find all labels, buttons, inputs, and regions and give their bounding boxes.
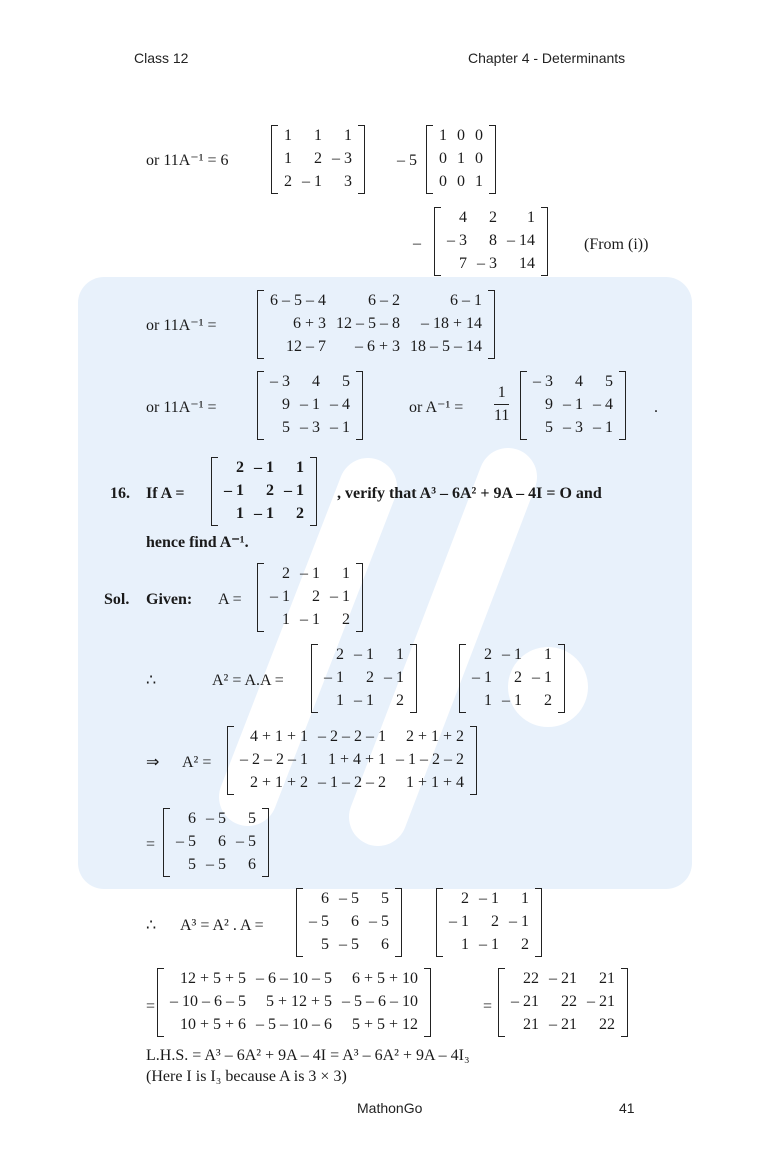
matrix-grid [165,968,423,1037]
bracket-right [535,888,542,957]
sol-matrix-a [257,563,363,632]
bracket-right [410,644,417,713]
matrix-row [171,831,261,854]
matrix-row [165,968,423,991]
matrix-cell: 1 [236,505,244,522]
matrix-cell: 4 [575,373,583,390]
matrix-cell: 7 [459,255,467,272]
matrix-cell: 2 [521,936,529,953]
matrix-cell: – 1 [324,669,344,686]
fraction-numerator: 1 [494,384,509,405]
matrix-cell: 8 [489,232,497,249]
bracket-right [424,968,431,1037]
matrix-cell: 6 – 1 [450,292,482,309]
matrix-cell: – 1 [300,396,320,413]
step2-lhs: or 11A⁻¹ = [146,317,217,334]
matrix-cell: – 1 [224,482,244,499]
matrix-row [265,313,487,336]
matrix-cell: 1 [284,150,292,167]
matrix-row [235,726,469,749]
matrix-cell: 1 [475,173,483,190]
matrix-cell: – 1 [330,419,350,436]
matrix-cell: 5 [381,890,389,907]
matrix-grid [442,207,540,276]
bracket-right [356,563,363,632]
bracket-left [257,290,264,359]
matrix-cell: – 5 [339,890,359,907]
matrix-cell: – 10 – 6 – 5 [170,993,246,1010]
matrix-row [506,991,620,1014]
matrix-cell: 1 [544,646,552,663]
matrix-cell: – 2 – 2 – 1 [318,728,386,745]
step2-matrix [257,290,495,359]
a3calc-eq: = [146,998,156,1015]
bracket-right [488,290,495,359]
matrix-cell: 6 [188,810,196,827]
matrix-cell: – 4 [330,396,350,413]
note-line: (Here I is I₃ because A is 3 × 3) [146,1068,347,1085]
matrix-cell: 9 [545,396,553,413]
matrix-cell: 1 [396,646,404,663]
matrix-cell: 2 [296,505,304,522]
matrix-cell: – 1 [563,396,583,413]
matrix-cell: 21 [523,1016,539,1033]
step1-lhs: or 11A⁻¹ = 6 [146,152,229,169]
matrix-row [319,690,409,713]
matrix-cell: 5 [282,419,290,436]
q16-if-text: If A = [146,485,185,502]
matrix-cell: 1 [336,692,344,709]
matrix-cell: 2 [514,669,522,686]
sol-label: Sol. [104,591,130,608]
bracket-left [436,888,443,957]
matrix-cell: 2 [366,669,374,686]
q16-number: 16. [110,485,130,502]
matrix-cell: – 1 [300,565,320,582]
matrix-cell: 2 [266,482,274,499]
matrix-row [444,934,534,957]
matrix-row [165,1014,423,1037]
matrix-cell: – 21 [549,1016,577,1033]
matrix-cell: 2 + 1 + 2 [405,728,464,745]
matrix-row [467,644,557,667]
matrix-cell: – 5 [369,913,389,930]
step1-minus: – [413,235,421,252]
a2calc-lhs: A² = [182,754,212,771]
matrix-cell: – 1 [479,890,499,907]
matrix-cell: – 3 [533,373,553,390]
matrix-cell: 6 + 5 + 10 [351,970,418,987]
matrix-cell: 6 – 2 [368,292,400,309]
bracket-right [262,808,269,877]
matrix-cell: – 21 [511,993,539,1010]
matrix-grid [304,888,394,957]
bracket-right [489,125,496,194]
matrix-cell: 1 [461,936,469,953]
matrix-row [279,171,357,194]
matrix-row [528,371,618,394]
bracket-left [257,563,264,632]
matrix-cell: 5 [605,373,613,390]
matrix-cell: – 1 [593,419,613,436]
a2res-eq: = [146,836,156,853]
step3-lhs: or 11A⁻¹ = [146,399,217,416]
matrix-cell: – 1 [502,646,522,663]
a3-matrix-1 [296,888,402,957]
matrix-row [506,1014,620,1037]
matrix-cell: – 21 [549,970,577,987]
matrix-row [444,888,534,911]
step1-identity-matrix [426,125,496,194]
matrix-cell: – 1 [509,913,529,930]
matrix-row [265,394,355,417]
fraction-denominator: 11 [494,407,510,424]
matrix-row [265,371,355,394]
matrix-cell: 5 + 5 + 12 [351,1016,418,1033]
matrix-cell: – 5 [339,936,359,953]
matrix-grid [171,808,261,877]
matrix-row [467,690,557,713]
matrix-cell: 1 [314,127,322,144]
matrix-cell: 1 [344,127,352,144]
matrix-grid [506,968,620,1037]
matrix-grid [319,644,409,713]
q16-matrix [211,457,317,526]
class-label: Class 12 [134,50,189,66]
a3calc-matrix-1 [157,968,431,1037]
matrix-cell: 5 + 12 + 5 [265,993,332,1010]
a2res-matrix [163,808,269,877]
matrix-grid [444,888,534,957]
matrix-row [434,125,488,148]
matrix-cell: – 5 [236,833,256,850]
bracket-left [271,125,278,194]
step1-note: (From (i)) [584,236,649,253]
matrix-cell: 1 [282,611,290,628]
a3-therefore: ∴ [146,917,157,934]
matrix-cell: 5 [545,419,553,436]
matrix-cell: 2 [312,588,320,605]
matrix-cell: – 1 – 2 – 2 [396,751,464,768]
sol-given: Given: [146,591,193,608]
a3-matrix-2 [436,888,542,957]
matrix-cell: 22 [599,1016,615,1033]
matrix-cell: 2 + 1 + 2 [249,774,308,791]
a3calc-matrix-2 [498,968,628,1037]
matrix-cell: 1 + 1 + 4 [405,774,464,791]
matrix-grid [235,726,469,795]
matrix-cell: – 1 [330,588,350,605]
matrix-cell: 1 [439,127,447,144]
matrix-cell: 2 [284,173,292,190]
matrix-row [235,749,469,772]
bracket-left [157,968,164,1037]
matrix-cell: 9 [282,396,290,413]
matrix-cell: – 1 [302,173,322,190]
matrix-cell: – 3 [332,150,352,167]
footer-brand: MathonGo [357,1100,423,1116]
bracket-left [434,207,441,276]
matrix-cell: – 1 [270,588,290,605]
matrix-cell: 21 [599,970,615,987]
matrix-row [304,911,394,934]
step3-period: . [654,399,658,416]
matrix-row [219,503,309,526]
matrix-grid [265,563,355,632]
matrix-row [442,230,540,253]
step3-matrix [257,371,363,440]
matrix-cell: 0 [439,150,447,167]
bracket-right [621,968,628,1037]
step1-matrix-3 [434,207,548,276]
matrix-row [528,394,618,417]
matrix-row [219,480,309,503]
matrix-row [265,563,355,586]
matrix-row [442,253,540,276]
matrix-cell: – 2 – 2 – 1 [240,751,308,768]
matrix-row [235,772,469,795]
matrix-cell: – 6 + 3 [354,338,400,355]
matrix-cell: – 3 [270,373,290,390]
matrix-cell: 2 [544,692,552,709]
matrix-cell: 6 + 3 [292,315,326,332]
matrix-row [434,171,488,194]
a2-matrix-1 [311,644,417,713]
matrix-cell: – 1 [354,646,374,663]
matrix-cell: – 3 [447,232,467,249]
matrix-cell: 1 + 4 + 1 [327,751,386,768]
matrix-cell: – 5 [176,833,196,850]
matrix-cell: 6 [218,833,226,850]
bracket-left [520,371,527,440]
matrix-cell: 0 [439,173,447,190]
a2-lhs: A² = A.A = [212,672,284,689]
matrix-cell: – 5 [206,856,226,873]
matrix-row [528,417,618,440]
matrix-grid [528,371,618,440]
matrix-cell: 14 [519,255,535,272]
matrix-cell: – 1 [472,669,492,686]
matrix-cell: – 18 + 14 [420,315,482,332]
q16-verify-text: , verify that A³ – 6A² + 9A – 4I = O and [337,485,602,502]
matrix-cell: 2 [282,565,290,582]
matrix-cell: 12 – 5 – 8 [336,315,400,332]
matrix-cell: – 1 [254,459,274,476]
matrix-row [467,667,557,690]
bracket-right [395,888,402,957]
matrix-cell: 6 [248,856,256,873]
matrix-cell: – 1 [284,482,304,499]
matrix-cell: – 5 – 6 – 10 [342,993,418,1010]
bracket-left [498,968,505,1037]
matrix-cell: 5 [342,373,350,390]
matrix-cell: 10 + 5 + 6 [179,1016,246,1033]
matrix-cell: 0 [457,173,465,190]
matrix-cell: – 3 [563,419,583,436]
matrix-cell: 3 [344,173,352,190]
matrix-cell: 1 [457,150,465,167]
matrix-cell: 2 [342,611,350,628]
bracket-left [311,644,318,713]
matrix-cell: 0 [475,150,483,167]
matrix-cell: 22 [523,970,539,987]
matrix-cell: – 1 [502,692,522,709]
matrix-row [265,586,355,609]
matrix-cell: 2 [236,459,244,476]
matrix-row [171,808,261,831]
footer-page-number: 41 [619,1100,635,1116]
bracket-left [227,726,234,795]
matrix-cell: 2 [336,646,344,663]
bracket-right [619,371,626,440]
bracket-right [356,371,363,440]
matrix-cell: 2 [491,913,499,930]
matrix-cell: – 3 [300,419,320,436]
matrix-row [265,609,355,632]
bracket-right [310,457,317,526]
matrix-row [506,968,620,991]
matrix-cell: 1 [284,127,292,144]
matrix-cell: 12 + 5 + 5 [179,970,246,987]
matrix-row [444,911,534,934]
sol-a-eq: A = [218,591,242,608]
matrix-cell: – 1 [354,692,374,709]
matrix-row [265,336,487,359]
matrix-cell: – 5 [309,913,329,930]
matrix-cell: 1 [521,890,529,907]
matrix-cell: – 5 [206,810,226,827]
a3-lhs: A³ = A² . A = [180,917,264,934]
matrix-cell: – 1 [449,913,469,930]
matrix-row [434,148,488,171]
matrix-row [265,417,355,440]
matrix-cell: 2 [396,692,404,709]
matrix-cell: 1 [296,459,304,476]
matrix-row [219,457,309,480]
matrix-cell: – 6 – 10 – 5 [256,970,332,987]
matrix-cell: – 5 – 10 – 6 [256,1016,332,1033]
bracket-left [296,888,303,957]
matrix-cell: 6 [321,890,329,907]
matrix-cell: 6 [381,936,389,953]
step3-fraction [494,384,509,425]
matrix-cell: 2 [314,150,322,167]
a2-matrix-2 [459,644,565,713]
matrix-cell: 4 [459,209,467,226]
matrix-grid [219,457,309,526]
step3-or-text: or A⁻¹ = [409,399,464,416]
bracket-right [541,207,548,276]
matrix-grid [265,290,487,359]
matrix-cell: 12 – 7 [286,338,326,355]
matrix-row [442,207,540,230]
matrix-grid [279,125,357,194]
bracket-left [426,125,433,194]
matrix-row [279,125,357,148]
matrix-cell: 1 [484,692,492,709]
a2calc-matrix [227,726,477,795]
step3-inverse-matrix [520,371,626,440]
matrix-cell: 0 [457,127,465,144]
bracket-left [257,371,264,440]
bracket-left [211,457,218,526]
matrix-cell: – 1 [479,936,499,953]
matrix-row [304,888,394,911]
matrix-cell: 2 [489,209,497,226]
matrix-cell: 4 + 1 + 1 [249,728,308,745]
matrix-grid [434,125,488,194]
matrix-cell: 18 – 5 – 14 [410,338,482,355]
matrix-cell: 22 [561,993,577,1010]
bracket-right [358,125,365,194]
matrix-cell: 5 [248,810,256,827]
matrix-cell: 6 [351,913,359,930]
matrix-cell: 5 [321,936,329,953]
matrix-cell: 4 [312,373,320,390]
matrix-grid [265,371,355,440]
matrix-cell: – 1 [254,505,274,522]
matrix-cell: 1 [527,209,535,226]
a2calc-implies: ⇒ [146,754,160,771]
bracket-left [163,808,170,877]
matrix-cell: – 4 [593,396,613,413]
a3calc-eq2: = [483,998,493,1015]
chapter-label: Chapter 4 - Determinants [468,50,626,66]
matrix-cell: – 14 [507,232,535,249]
matrix-cell: – 1 [300,611,320,628]
a2-therefore: ∴ [146,672,157,689]
bracket-right [470,726,477,795]
matrix-cell: 2 [461,890,469,907]
matrix-cell: – 3 [477,255,497,272]
matrix-row [319,667,409,690]
matrix-cell: 2 [484,646,492,663]
matrix-row [279,148,357,171]
matrix-cell: 5 [188,856,196,873]
matrix-row [304,934,394,957]
q16-line2: hence find A⁻¹. [146,534,249,551]
matrix-row [165,991,423,1014]
matrix-row [265,290,487,313]
matrix-grid [467,644,557,713]
matrix-cell: 6 – 5 – 4 [270,292,326,309]
matrix-cell: – 21 [587,993,615,1010]
matrix-row [171,854,261,877]
matrix-cell: 0 [475,127,483,144]
matrix-cell: 1 [342,565,350,582]
step1-minus5: – 5 [397,152,417,169]
matrix-cell: – 1 [384,669,404,686]
matrix-row [319,644,409,667]
lhs-line: L.H.S. = A³ – 6A² + 9A – 4I = A³ – 6A² + 9A – 4I₃ [146,1047,470,1064]
watermark-logo-icon [78,277,692,889]
matrix-cell: – 1 – 2 – 2 [318,774,386,791]
bracket-right [558,644,565,713]
bracket-left [459,644,466,713]
matrix-cell: – 1 [532,669,552,686]
step1-matrix-1 [271,125,365,194]
